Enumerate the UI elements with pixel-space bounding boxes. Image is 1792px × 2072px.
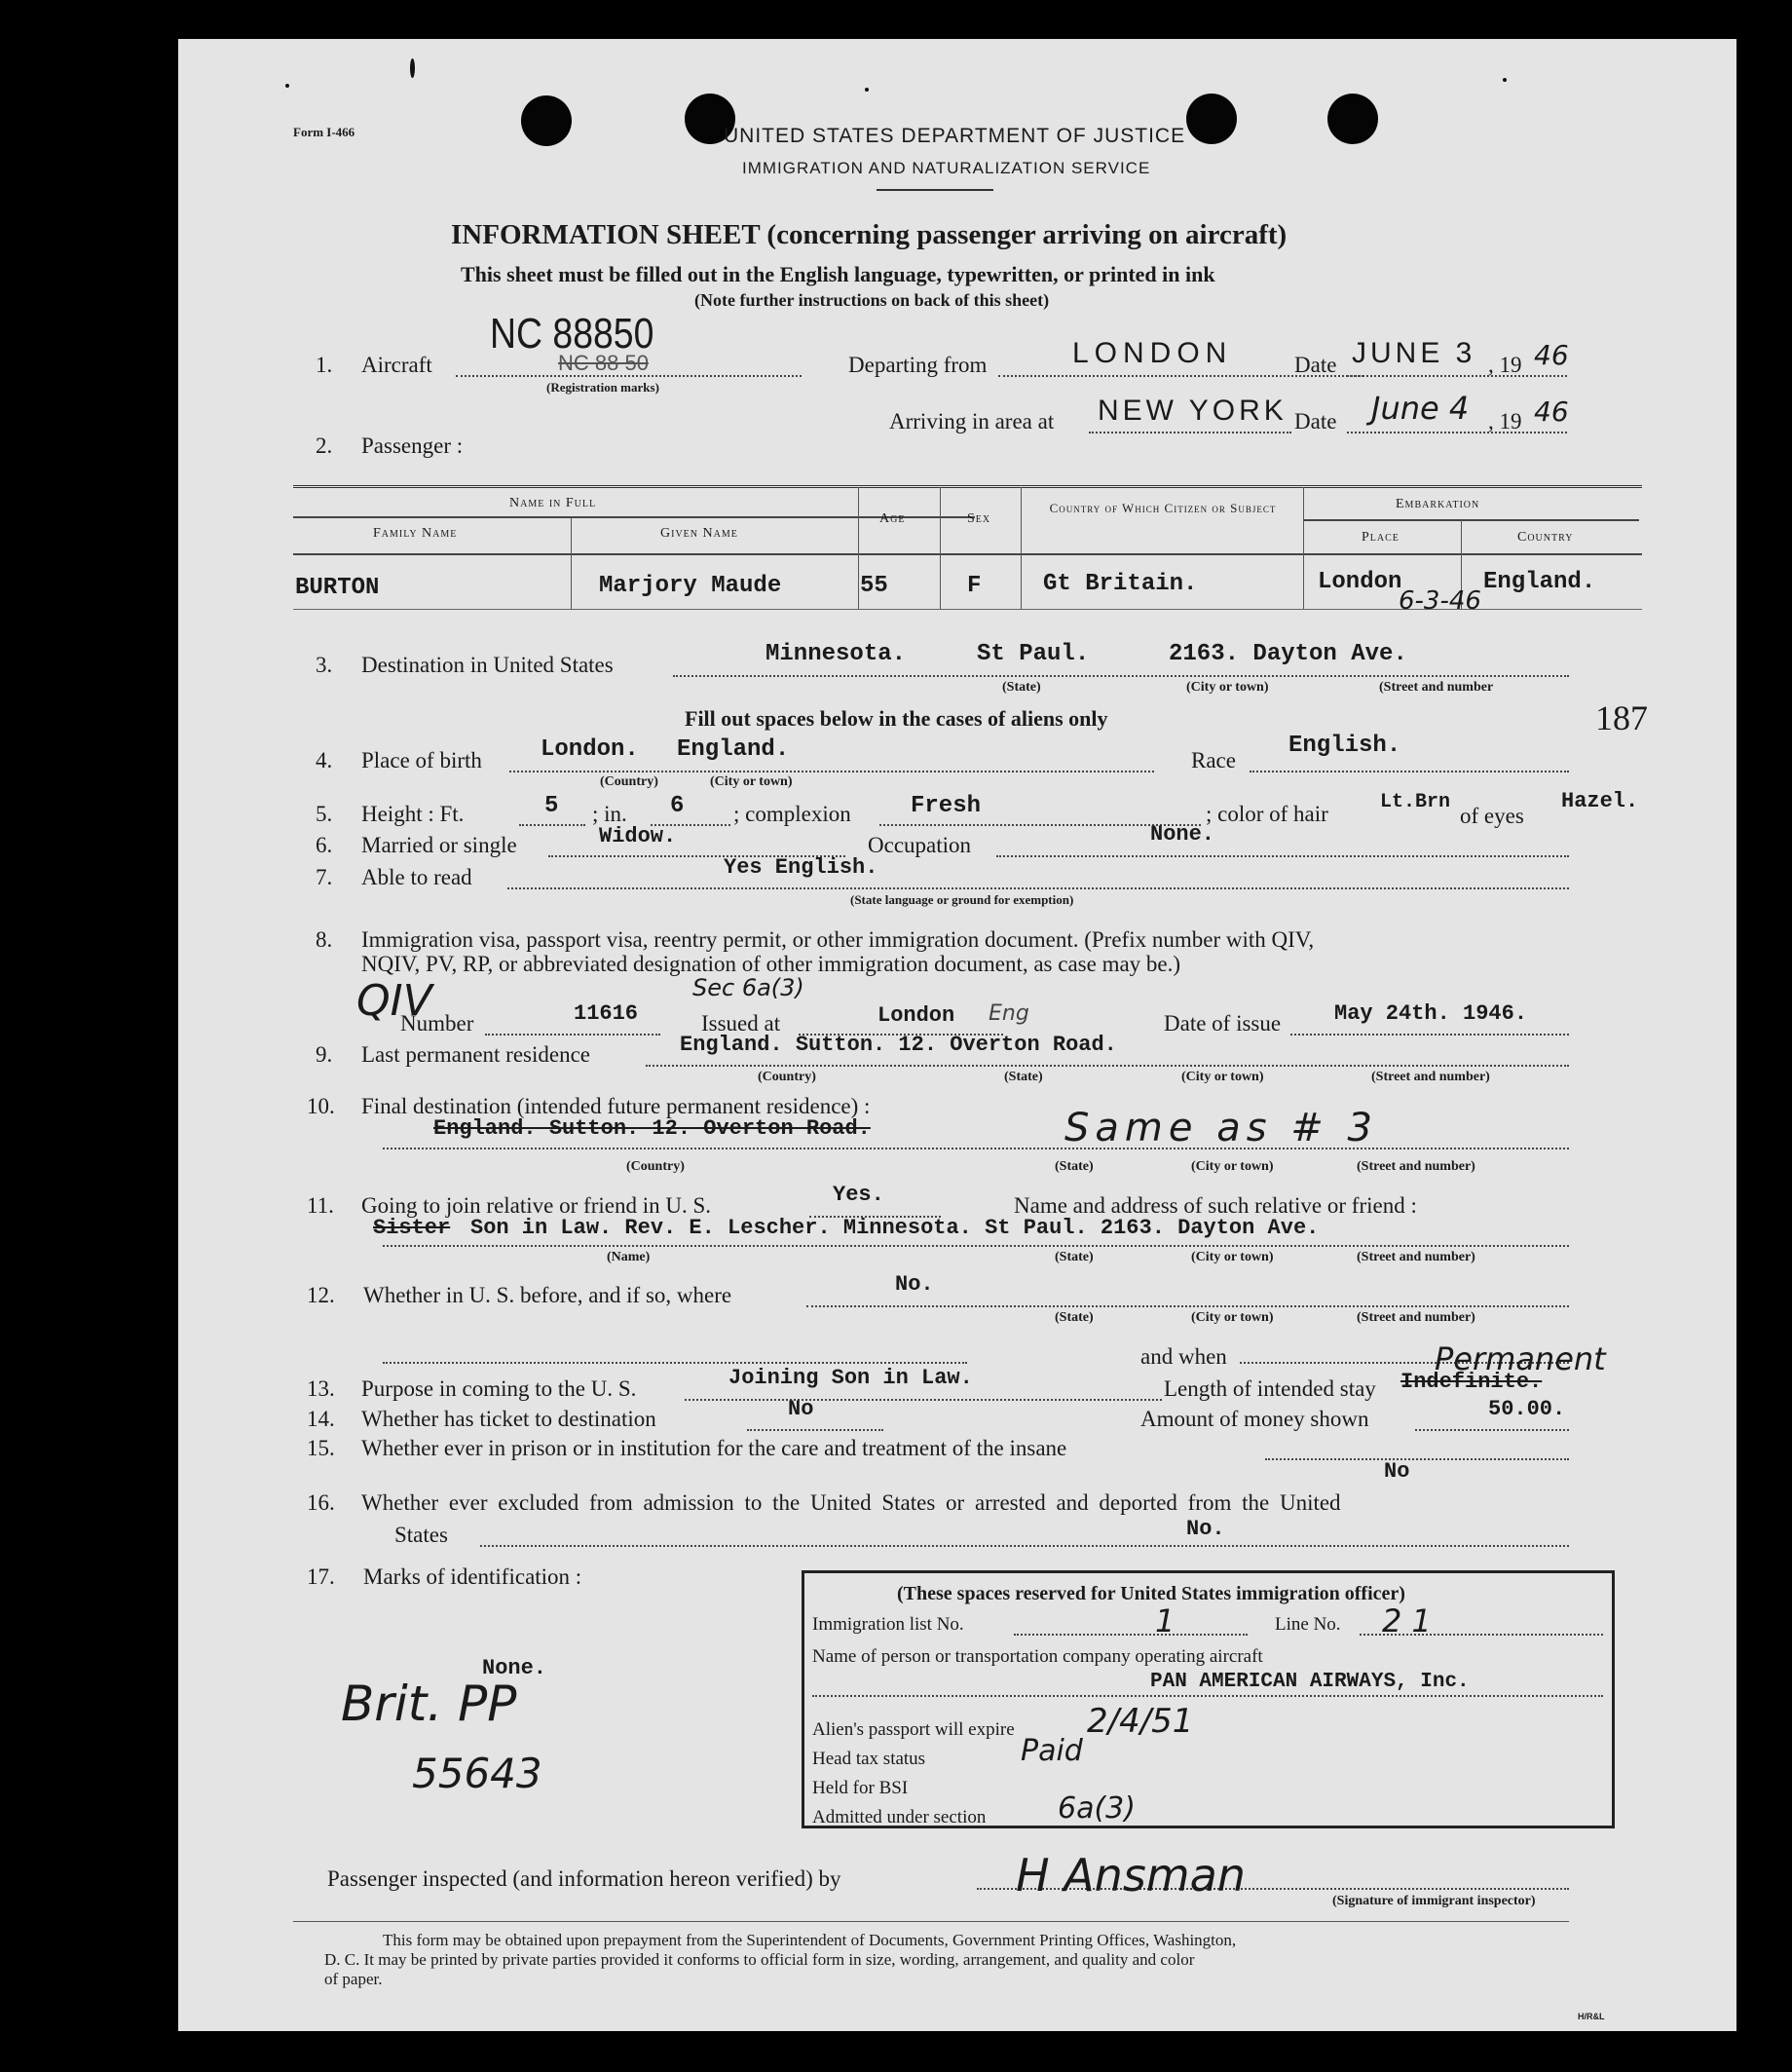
arriving-value: NEW YORK	[1098, 395, 1288, 427]
header-embarkation: Embarkation	[1396, 497, 1480, 511]
headtax-label: Head tax status	[812, 1749, 926, 1769]
caption-country: (Country)	[758, 1070, 816, 1084]
speck	[285, 84, 289, 88]
caption-country: (Country)	[626, 1159, 685, 1174]
officer-box-heading: (These spaces reserved for United States immigration officer)	[897, 1583, 1405, 1604]
dotted-line	[383, 1245, 1569, 1247]
bsi-label: Held for BSI	[812, 1778, 909, 1798]
speck	[1503, 78, 1507, 82]
item-number: 2.	[316, 433, 333, 458]
caption-city: (City or town)	[1191, 1250, 1274, 1264]
header-sex: Sex	[967, 511, 991, 526]
birth-city: England.	[677, 736, 790, 763]
height-in: 6	[670, 793, 685, 819]
item-number: 13.	[307, 1376, 335, 1401]
dotted-line	[485, 1034, 660, 1036]
join-line: Son in Law. Rev. E. Lescher. Minnesota. St Paul. 2163. Dayton Ave.	[470, 1216, 1320, 1240]
visa-text-line2: NQIV, PV, RP, or abbreviated designation of other immigration document, as case may be.)	[361, 952, 1181, 976]
punch-hole	[1186, 94, 1237, 144]
prison-value: No	[1384, 1459, 1410, 1484]
money-label: Amount of money shown	[1140, 1407, 1369, 1431]
marks-hand-1: Brit. PP	[341, 1676, 517, 1732]
date-departure: JUNE 3	[1352, 337, 1476, 369]
birth-label: Place of birth	[361, 748, 482, 772]
caption-state: (State)	[1002, 680, 1041, 695]
final-dest-value: England. Sutton. 12. Overton Road.	[433, 1116, 871, 1141]
occupation-value: None.	[1150, 822, 1215, 847]
dotted-line	[806, 1305, 1569, 1307]
birth-country: London.	[541, 736, 639, 763]
header-age: Age	[879, 511, 906, 526]
married-label: Married or single	[361, 833, 517, 857]
complexion-label: ; complexion	[733, 802, 851, 826]
caption-city: (City or town)	[1181, 1070, 1264, 1084]
year-prefix: , 19	[1488, 353, 1522, 377]
purpose-label: Purpose in coming to the U. S.	[361, 1376, 637, 1401]
inches-label: ; in.	[592, 802, 627, 826]
stay-hand: Permanent	[1435, 1340, 1606, 1377]
last-residence-label: Last permanent residence	[361, 1042, 590, 1067]
dotted-line	[1347, 432, 1567, 433]
table-rule	[293, 485, 1642, 488]
date-label: Date	[1294, 409, 1337, 433]
embarkation-date: 6-3-46	[1399, 586, 1481, 616]
issued-label: Issued at	[701, 1011, 781, 1036]
eyes-value: Hazel.	[1561, 789, 1639, 813]
final-dest-label: Final destination (intended future permanent residence) :	[361, 1094, 871, 1118]
item-number: 15.	[307, 1436, 335, 1460]
table-rule	[1303, 519, 1639, 521]
final-dest-hand: Same as # 3	[1064, 1106, 1378, 1150]
destination-street: 2163. Dayton Ave.	[1169, 641, 1407, 667]
race-label: Race	[1191, 748, 1236, 772]
issued-value: London	[877, 1003, 955, 1028]
excluded-text-line2: States	[394, 1523, 448, 1547]
ticket-label: Whether has ticket to destination	[361, 1407, 656, 1431]
departing-value: LONDON	[1072, 337, 1233, 369]
visa-handnote: Sec 6a(3)	[692, 974, 804, 1001]
page-title: INFORMATION SHEET (concerning passenger arriving on aircraft)	[451, 219, 1288, 250]
age-value: 55	[860, 573, 888, 599]
signature-caption: (Signature of immigrant inspector)	[1332, 1894, 1536, 1908]
read-caption: (State language or ground for exemption)	[850, 892, 1074, 907]
section-label: Admitted under section	[812, 1807, 987, 1827]
caption-state: (State)	[1055, 1310, 1094, 1325]
family-name-value: BURTON	[295, 575, 380, 601]
passport-label: Alien's passport will expire	[812, 1719, 1015, 1740]
inspected-label: Passenger inspected (and information hereon verified) by	[327, 1866, 841, 1891]
caption-name: (Name)	[607, 1250, 651, 1264]
occupation-label: Occupation	[868, 833, 972, 857]
before-label: Whether in U. S. before, and if so, where	[363, 1283, 732, 1307]
date-of-issue-value: May 24th. 1946.	[1334, 1001, 1528, 1026]
when-label: and when	[1140, 1344, 1227, 1369]
dotted-line	[519, 824, 585, 826]
caption-street: (Street and number	[1379, 680, 1494, 695]
dotted-line	[747, 1429, 883, 1431]
marks-hand-2: 55643	[412, 1750, 542, 1797]
hair-value: Lt.Brn	[1380, 791, 1451, 813]
height-ft: 5	[544, 793, 559, 819]
header-rule	[877, 189, 993, 191]
year-prefix: , 19	[1488, 409, 1522, 433]
dotted-line	[673, 675, 1569, 677]
date-arrival: June 4	[1371, 390, 1470, 427]
marks-value: None.	[482, 1656, 547, 1680]
arriving-label: Arriving in area at	[889, 409, 1055, 433]
aircraft-label: Aircraft	[361, 353, 432, 377]
speck	[865, 88, 869, 92]
service: IMMIGRATION AND NATURALIZATION SERVICE	[742, 159, 1151, 177]
join-name-label: Name and address of such relative or friend :	[1014, 1193, 1417, 1218]
aliens-heading: Fill out spaces below in the cases of aliens only	[685, 706, 1108, 731]
line-label: Line No.	[1275, 1614, 1341, 1635]
dotted-line	[1347, 375, 1567, 377]
excluded-value: No.	[1186, 1517, 1225, 1541]
issued-hand: Eng	[989, 1001, 1029, 1026]
item-number: 17.	[307, 1564, 335, 1589]
dotted-line	[509, 771, 1154, 772]
dotted-line	[383, 1362, 967, 1364]
header-given-name: Given Name	[660, 526, 738, 541]
footer-line1: This form may be obtained upon prepayment from the Superintendent of Documents, Government Printing Offices, Washington,	[383, 1931, 1237, 1949]
destination-label: Destination in United States	[361, 653, 614, 677]
item-number: 12.	[307, 1283, 335, 1307]
dotted-line	[685, 1399, 1162, 1401]
dotted-line	[996, 855, 1569, 857]
height-label: Height : Ft.	[361, 802, 465, 826]
departing-label: Departing from	[848, 353, 988, 377]
form-sheet	[178, 39, 1736, 2031]
caption-city: (City or town)	[1191, 1159, 1274, 1174]
eyes-label: of eyes	[1460, 804, 1524, 828]
operator-value: PAN AMERICAN AIRWAYS, Inc.	[1150, 1671, 1470, 1693]
footer-line2: D. C. It may be printed by private parties provided it conforms to official form in size, wording, arrangement, and quality and color	[324, 1950, 1195, 1969]
section-value: 6a(3)	[1058, 1791, 1136, 1826]
department: UNITED STATES DEPARTMENT OF JUSTICE	[724, 125, 1186, 147]
form-number: Form I-466	[293, 125, 355, 139]
year-arrival: 46	[1534, 396, 1569, 428]
footer-line3: of paper.	[324, 1970, 383, 1988]
visa-number: 11616	[574, 1001, 639, 1026]
page-number: 187	[1595, 698, 1648, 737]
officer-box	[802, 1570, 1615, 1828]
visa-prefix: QIV	[356, 976, 432, 1026]
dotted-line	[646, 1065, 1569, 1067]
dotted-line	[1089, 432, 1291, 433]
passenger-label: Passenger :	[361, 433, 464, 458]
table-divider	[1021, 487, 1022, 609]
caption-state: (State)	[1004, 1070, 1043, 1084]
note: (Note further instructions on back of this sheet)	[694, 290, 1050, 310]
money-value: 50.00.	[1488, 1397, 1566, 1421]
caption-city: (City or town)	[1191, 1310, 1274, 1325]
destination-state: Minnesota.	[765, 641, 907, 667]
visa-text-line1: Immigration visa, passport visa, reentry permit, or other immigration document. (Prefix number with QIV,	[361, 927, 1315, 952]
excluded-text-line1: Whether ever excluded from admission to the United States or arrested and deported from the United	[361, 1490, 1341, 1515]
last-residence-value: England. Sutton. 12. Overton Road.	[680, 1033, 1117, 1057]
aircraft-registration: NC 88850	[490, 310, 654, 358]
punch-hole	[1327, 94, 1378, 144]
table-divider	[940, 487, 941, 609]
item-number: 8.	[316, 927, 333, 952]
read-label: Able to read	[361, 865, 472, 889]
passport-value: 2/4/51	[1087, 1702, 1194, 1741]
destination-city: St Paul.	[977, 641, 1090, 667]
punch-hole	[521, 95, 572, 146]
operator-label: Name of person or transportation company operating aircraft	[812, 1646, 1263, 1667]
subtitle: This sheet must be filled out in the English language, typewritten, or printed in ink	[461, 262, 1215, 286]
race-value: English.	[1288, 733, 1401, 759]
dotted-line	[812, 1695, 1603, 1697]
hair-label: ; color of hair	[1206, 802, 1328, 826]
year-departure: 46	[1534, 339, 1569, 371]
table-divider	[858, 487, 859, 609]
date-label: Date	[1294, 353, 1337, 377]
footer-rule	[293, 1921, 1569, 1922]
caption-street: (Street and number)	[1357, 1250, 1475, 1264]
prison-label: Whether ever in prison or in institution for the care and treatment of the insane	[361, 1436, 1067, 1460]
table-rule	[293, 553, 1642, 555]
join-label: Going to join relative or friend in U. S.	[361, 1193, 711, 1218]
item-number: 11.	[307, 1193, 334, 1218]
printer-mark: H/R&L	[1578, 2012, 1605, 2021]
caption-street: (Street and number)	[1357, 1159, 1475, 1174]
caption-state: (State)	[1055, 1250, 1094, 1264]
item-number: 3.	[316, 653, 333, 677]
citizen-value: Gt Britain.	[1043, 571, 1198, 597]
item-number: 16.	[307, 1490, 335, 1515]
item-number: 5.	[316, 802, 333, 826]
table-divider	[571, 518, 572, 609]
caption-state: (State)	[1055, 1159, 1094, 1174]
date-of-issue-label: Date of issue	[1164, 1011, 1282, 1036]
dotted-line	[1250, 771, 1569, 772]
place-value: London	[1318, 569, 1402, 595]
dotted-line	[1014, 1634, 1248, 1636]
sex-value: F	[967, 573, 982, 599]
dotted-line	[480, 1545, 1569, 1547]
caption-city: (City or town)	[710, 774, 793, 789]
visa-number-label: Number	[400, 1011, 474, 1036]
table-rule	[293, 516, 975, 518]
dotted-line	[1290, 1034, 1569, 1036]
complexion-value: Fresh	[911, 793, 982, 819]
item-number: 4.	[316, 748, 333, 772]
given-name-value: Marjory Maude	[599, 573, 782, 599]
stay-label: Length of intended stay	[1164, 1376, 1376, 1401]
speck	[410, 58, 415, 78]
item-number: 1.	[316, 353, 333, 377]
caption-street: (Street and number)	[1371, 1070, 1490, 1084]
emb-country-value: England.	[1483, 569, 1596, 595]
table-divider	[1303, 487, 1304, 609]
header-emb-country: Country	[1517, 530, 1574, 545]
join-value: Yes.	[833, 1183, 884, 1207]
dotted-line	[1415, 1429, 1569, 1431]
read-value: Yes English.	[724, 855, 878, 880]
ticket-value: No	[788, 1397, 814, 1421]
header-place: Place	[1362, 530, 1400, 545]
caption-country: (Country)	[600, 774, 658, 789]
item-number: 9.	[316, 1042, 333, 1067]
aircraft-registration-struck: NC 88 50	[558, 351, 649, 375]
item-number: 10.	[307, 1094, 335, 1118]
list-label: Immigration list No.	[812, 1614, 964, 1635]
join-struck: Sister	[373, 1216, 451, 1240]
item-number: 6.	[316, 833, 333, 857]
header-family-name: Family Name	[373, 526, 458, 541]
caption-city: (City or town)	[1186, 680, 1269, 695]
caption-street: (Street and number)	[1357, 1310, 1475, 1325]
header-name-in-full: Name in Full	[509, 496, 597, 510]
registration-caption: (Registration marks)	[546, 380, 659, 395]
dotted-line	[1265, 1458, 1569, 1460]
married-value: Widow.	[599, 824, 677, 848]
item-number: 14.	[307, 1407, 335, 1431]
purpose-value: Joining Son in Law.	[728, 1366, 973, 1390]
marks-label: Marks of identification :	[363, 1564, 582, 1589]
header-country: Country of Which Citizen or Subject	[1049, 501, 1277, 515]
item-number: 7.	[316, 865, 333, 889]
stay-struck: Indefinite.	[1400, 1370, 1543, 1394]
inspector-signature: H Ansman	[1016, 1849, 1246, 1902]
list-value: 1	[1155, 1602, 1176, 1639]
dotted-line	[383, 1148, 1569, 1149]
dotted-line	[507, 887, 1569, 889]
headtax-value: Paid	[1021, 1734, 1083, 1768]
line-value: 21	[1382, 1602, 1441, 1639]
before-value: No.	[895, 1272, 934, 1297]
